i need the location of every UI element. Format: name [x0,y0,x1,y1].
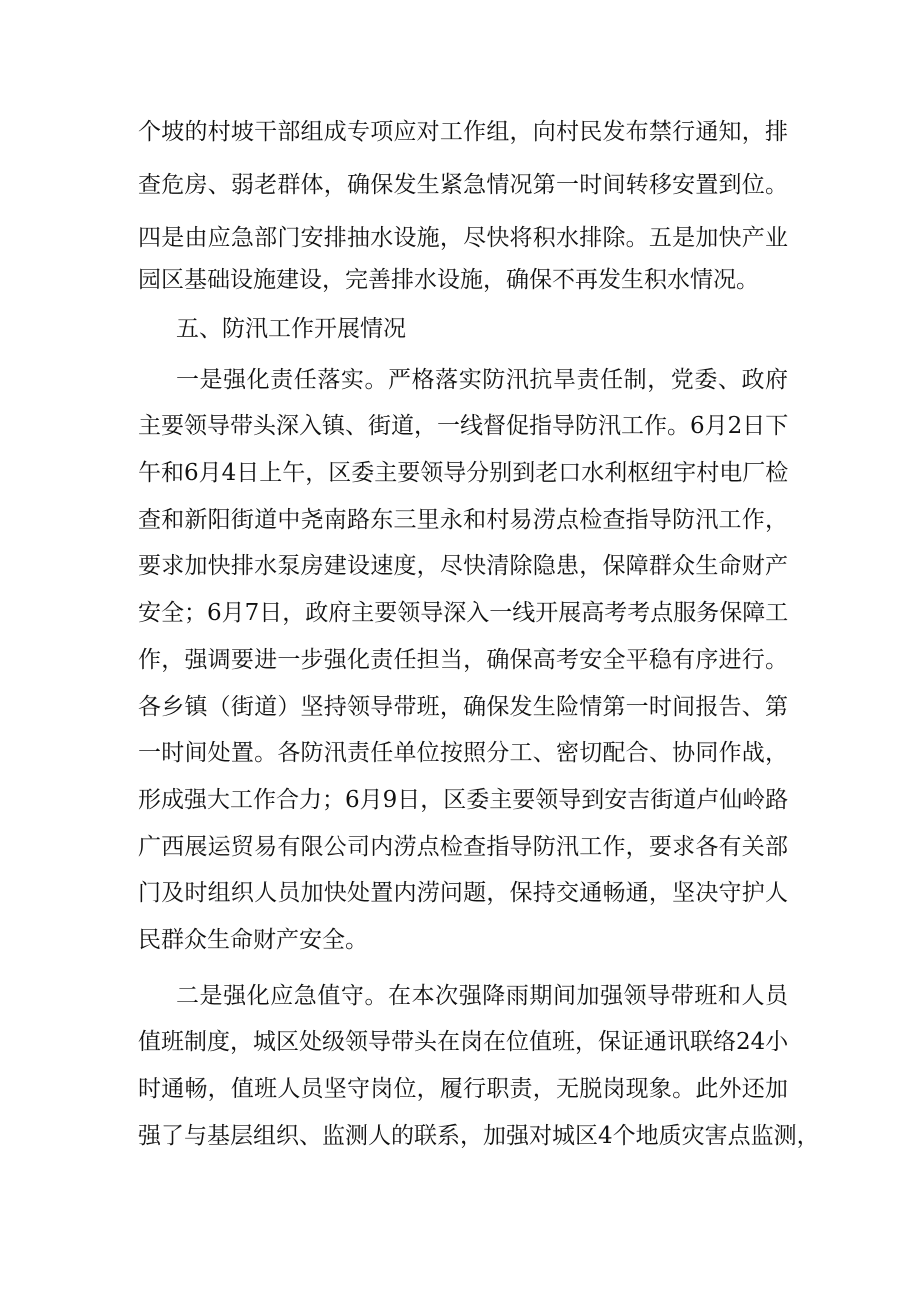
text-line: 二是强化应急值守。在本次强降雨期间加强领导带班和人员 [176,983,788,1009]
text-line: 查危房、弱老群体，确保发生紧急情况第一时间转移安置到位。 [138,172,788,198]
text-line: 形成强大工作合力；6月9日，区委主要领导到安吉街道卢仙岭路 [138,787,789,813]
text-line: 作，强调要进一步强化责任担当，确保高考安全平稳有序进行。 [138,647,788,673]
text-line: 主要领导带头深入镇、街道，一线督促指导防汛工作。6月2日下 [138,413,789,439]
text-line: 四是由应急部门安排抽水设施，尽快将积水排除。五是加快产业 [138,225,788,251]
text-line: 午和6月4日上午，区委主要领导分别到老口水利枢纽宇村电厂检 [138,460,789,486]
text-line: 门及时组织人员加快处置内涝问题，保持交通畅通，坚决守护人 [138,880,788,906]
text-line: 强了与基层组织、监测人的联系，加强对城区4个地质灾害点监测， [138,1123,820,1149]
text-line: 广西展运贸易有限公司内涝点检查指导防汛工作，要求各有关部 [138,834,788,860]
text-line: 时通畅，值班人员坚守岗位，履行职责，无脱岗现象。此外还加 [138,1076,788,1102]
text-line: 园区基础设施建设，完善排水设施，确保不再发生积水情况。 [138,267,759,293]
section-heading: 五、防汛工作开展情况 [176,316,406,342]
text-line: 各乡镇（街道）坚持领导带班，确保发生险情第一时间报告、第 [138,694,788,720]
text-line: 查和新阳街道中尧南路东三里永和村易涝点检查指导防汛工作， [138,507,788,533]
text-line: 要求加快排水泵房建设速度，尽快清除隐患，保障群众生命财产 [138,553,788,579]
text-line: 一时间处置。各防汛责任单位按照分工、密切配合、协同作战， [138,740,788,766]
text-line: 值班制度，城区处级领导带头在岗在位值班，保证通讯联络24小 [138,1029,789,1055]
text-line: 一是强化责任落实。严格落实防汛抗旱责任制，党委、政府 [176,367,788,393]
text-line: 民群众生命财产安全。 [138,927,368,953]
text-line: 安全；6月7日，政府主要领导深入一线开展高考考点服务保障工 [138,600,789,626]
text-line: 个坡的村坡干部组成专项应对工作组，向村民发布禁行通知，排 [138,119,788,145]
